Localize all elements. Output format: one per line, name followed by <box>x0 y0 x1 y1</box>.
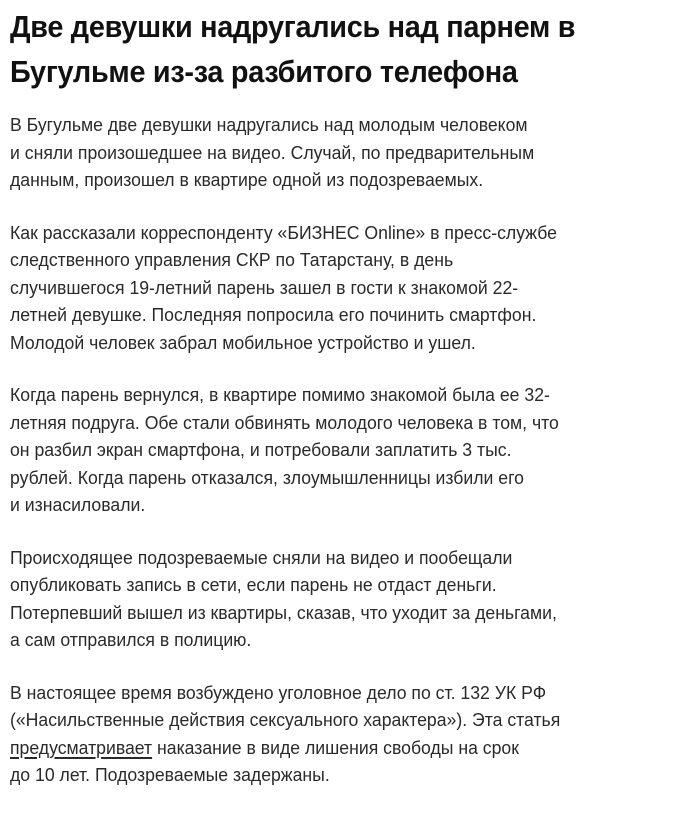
text-line: рублей. Когда парень отказался, злоумышленницы избили его <box>10 467 524 488</box>
article-paragraph-3 <box>10 382 672 520</box>
text-line: летней девушке. Последняя попросила его починить смартфон. <box>10 305 537 325</box>
article-paragraph-5 <box>10 680 672 790</box>
text-line: до 10 лет. Подозреваемые задержаны. <box>10 765 330 785</box>
article-paragraph-4 <box>10 545 672 655</box>
text-line: В настоящее время возбуждено уголовное дело по ст. 132 УК РФ <box>10 682 547 703</box>
text-line: Происходящее подозреваемые сняли на видео и пообещали <box>10 547 513 568</box>
text-line: опубликовать запись в сети, если парень не отдаст деньги. <box>10 575 497 595</box>
text-line: и сняли произошедшее на видео. Случай, по предварительным <box>10 142 535 163</box>
article-link-predusmatrivaet[interactable]: предусматривает <box>10 737 153 758</box>
text-line: летняя подруга. Обе стали обвинять молодого человека в том, что <box>10 412 559 433</box>
article-paragraph-2 <box>10 220 672 358</box>
title-line: Две девушки надругались над парнем в <box>10 9 576 44</box>
text-line: Потерпевший вышел из квартиры, сказав, что уходит за деньгами, <box>10 602 557 623</box>
text-fragment: наказание в виде лишения свободы на срок <box>152 737 519 758</box>
article-title <box>10 4 672 94</box>
text-line: Как рассказали корреспонденту «БИЗНЕС Online» в пресс-службе <box>10 222 557 243</box>
text-line: а сам отправился в полицию. <box>10 630 252 650</box>
article-paragraph-1 <box>10 112 672 195</box>
text-line: Когда парень вернулся, в квартире помимо знакомой была ее 32- <box>10 385 550 405</box>
text-line: и изнасиловали. <box>10 495 146 515</box>
text-line-with-link <box>10 735 672 763</box>
text-line: («Насильственные действия сексуального характера»). Эта статья <box>10 710 561 730</box>
text-line: случившегося 19-летний парень зашел в гости к знакомой 22- <box>10 277 519 298</box>
text-line: Молодой человек забрал мобильное устройство и ушел. <box>10 332 476 353</box>
title-line: Бугульме из-за разбитого телефона <box>10 54 518 89</box>
text-line: данным, произошел в квартире одной из подозреваемых. <box>10 170 484 190</box>
text-line: В Бугульме две девушки надругались над молодым человеком <box>10 115 528 135</box>
news-article <box>10 4 672 815</box>
text-line: он разбил экран смартфона, и потребовали заплатить 3 тыс. <box>10 440 512 460</box>
text-line: следственного управления СКР по Татарстану, в день <box>10 250 454 270</box>
